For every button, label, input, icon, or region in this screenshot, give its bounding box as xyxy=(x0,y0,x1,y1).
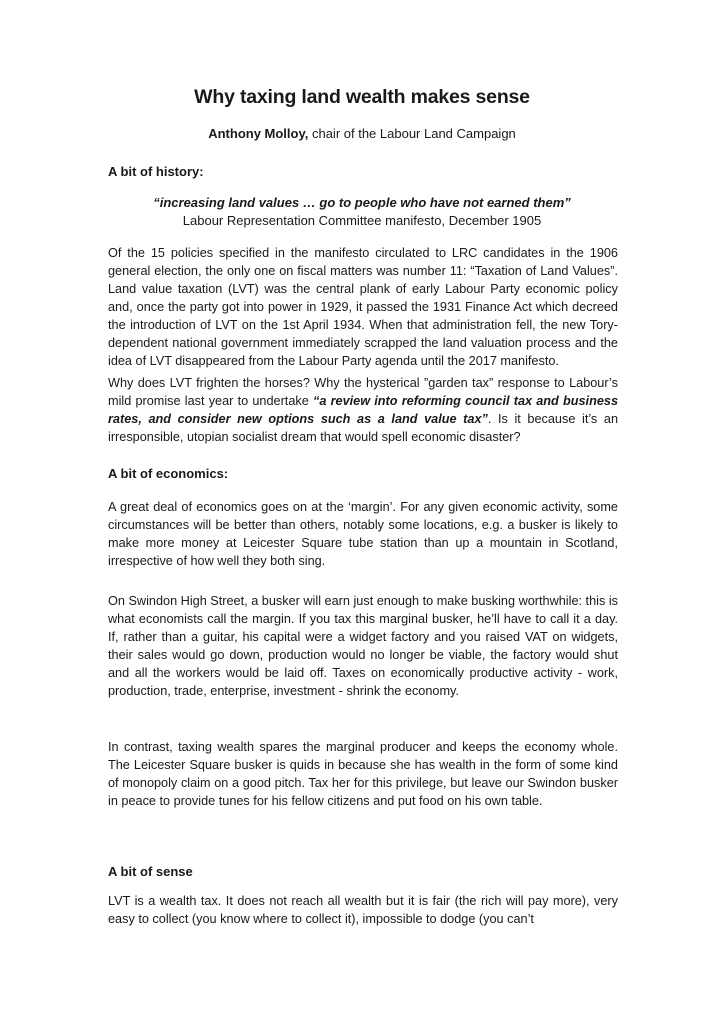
quote-text: “increasing land values … go to people who have not earned them” xyxy=(153,195,571,210)
labour-promise-quote: “a review into reforming council tax and business rates, and consider new options such as a land value tax” xyxy=(108,394,618,426)
paragraph-garden-tax-end: . Is it because it’s an irresponsible, utopian socialist dream that would spell economic disaster? xyxy=(108,412,618,444)
paragraph-history: Of the 15 policies specified in the manifesto circulated to LRC candidates in the 1906 general election, the only one on fiscal matters was number 11: “Taxation of Land Values”. Land value taxation (LVT) was the central plank of early Labour Party economic policy and, once the party got into power in 1929, it passed the 1931 Finance Act which decreed the introduction of LVT on the 1st April 1934. When that administration fell, the new Tory-dependent national government immediately scrapped the land valuation process and the idea of LVT disappeared from the Labour Party agenda until the 2017 manifesto. xyxy=(108,246,618,368)
section-heading-economics: A bit of economics: xyxy=(108,466,229,481)
paragraph-wealth-tax: In contrast, taxing wealth spares the marginal producer and keeps the economy whole. The Leicester Square busker is quids in because she has wealth in the form of some kind of monopoly claim on a good pitch. Tax her for this privilege, but leave our Swindon busker in peace to provide tunes for his fellow citizens and put food on his own table. xyxy=(108,740,618,808)
section-heading-sense: A bit of sense xyxy=(108,864,193,879)
paragraph-garden-tax xyxy=(108,374,618,446)
paragraph-lvt: LVT is a wealth tax. It does not reach all wealth but it is fair (the rich will pay more), very easy to collect (you know where to collect it), impossible to dodge (you can’t xyxy=(108,894,618,926)
author-role: chair of the Labour Land Campaign xyxy=(308,126,516,141)
section-heading-history: A bit of history: xyxy=(108,164,204,179)
paragraph-garden-tax-start: Why does LVT frighten the horses? Why the hysterical ”garden tax” response to Labour’s mild promise last year to undertake xyxy=(108,376,618,408)
quote-source: Labour Representation Committee manifesto, December 1905 xyxy=(182,213,542,228)
manifesto-quote xyxy=(0,194,724,230)
paragraph-margin: A great deal of economics goes on at the ‘margin’. For any given economic activity, some circumstances will be better than others, notably some locations, e.g. a busker is likely to make more money at Leicester Square tube station than up a mountain in Scotland, irrespective of how well they both sing. xyxy=(108,500,618,568)
document-title: Why taxing land wealth makes sense xyxy=(194,86,530,108)
byline xyxy=(0,126,724,141)
author-name: Anthony Molloy, xyxy=(208,126,309,141)
paragraph-swindon-busker: On Swindon High Street, a busker will earn just enough to make busking worthwhile: this is what economists call the margin. If you tax this marginal busker, he’ll have to call it a day. If, rather than a guitar, his capital were a widget factory and you raised VAT on widgets, their sales would go down, production would no longer be viable, the factory would shut and all the workers would be laid off. Taxes on economically productive activity - work, production, trade, enterprise, investment - shrink the economy. xyxy=(108,594,618,698)
